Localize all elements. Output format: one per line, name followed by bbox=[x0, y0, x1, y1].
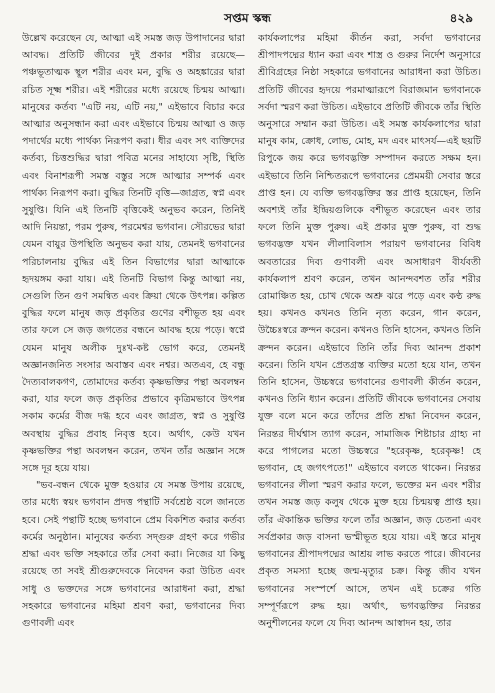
paragraph: কার্যকলাপের মহিমা কীর্তন করা, সর্বদা ভগবানের শ্রীপাদপদ্মের ধ্যান করা এবং শাস্ত্র ও গুরুর নির্দেশ অনুসারে শ্রীবিগ্রহের নিষ্ঠা সহকারে ভগবানের আরাধনা করা উচিত। প্রতিটি জীবের হৃদয়ে পরমাত্মারূপে বিরাজমান ভগবানকে সর্বদা স্মরণ করা উচিত। এইভাবে প্রতিটি জীবকে তাঁর স্থিতি অনুসারে সম্মান করা উচিত। এই সমস্ত কার্যকলাপের দ্বারা মানুষ কাম, ক্রোধ, লোভ, মোহ, মদ এবং মাৎসর্য—এই ছয়টি রিপুকে জয় করে ভগবদ্ভক্তি সম্পাদন করতে সক্ষম হন। এইভাবে তিনি নিশ্চিতরূপে ভগবানের প্রেমময়ী সেবার স্তরে প্রাপ্ত হন। যে ব্যক্তি ভগবদ্ভক্তির স্তর প্রাপ্ত হয়েছেন, তিনি অবশ্যই তাঁর ইন্দ্রিয়গুলিকে বশীভূত করেছেন এবং তার ফলে তিনি মুক্ত পুরুষ। এই প্রকার মুক্ত পুরুষ, বা শুদ্ধ ভগবদ্ভক্ত যখন লীলাবিলাস পরায়ণ ভগবানের বিবিধ অবতারের দিব্য গুণাবলী এবং অসাধারণ বীর্যবতী কার্যকলাপ শ্রবণ করেন, তখন আনন্দবশত তাঁর শরীর রোমাঞ্চিত হয়, চোখ থেকে অশ্রু ঝরে পড়ে এবং কণ্ঠ রুদ্ধ হয়। কখনও কখনও তিনি নৃত্য করেন, গান করেন, উচ্চৈঃস্বরে ক্রন্দন করেন। কখনও তিনি হাসেন, কখনও তিনি ক্রন্দন করেন। এইভাবে তিনি তাঁর দিব্য আনন্দ প্রকাশ করেন। তিনি যখন প্রেতগ্রস্ত ব্যক্তির মতো হয়ে যান, তখন তিনি হাসেন, উচ্চস্বরে ভগবানের গুণাবলী কীর্তন করেন, কখনও তিনি ধ্যান করেন। প্রতিটি জীবকে ভগবানের সেবায় যুক্ত বলে মনে করে তাঁদের প্রতি শ্রদ্ধা নিবেদন করেন, নিরন্তর দীর্ঘশ্বাস ত্যাগ করেন, সামাজিক শিষ্টাচার গ্রাহ্য না করে পাগলের মতো উচ্চস্বরে "হরেকৃষ্ণ, হরেকৃষ্ণ! হে ভগবান, হে জগৎপতে!" এইভাবে বলতে থাকেন। নিরন্তর ভগবানের লীলা স্মরণ করার ফলে, ভক্তের মন এবং শরীর তখন সমস্ত জড় কলুষ থেকে মুক্ত হয়ে চিন্ময়ত্ব প্রাপ্ত হয়। তাঁর ঐকান্তিক ভক্তির ফলে তাঁর অজ্ঞান, জড় চেতনা এবং সর্বপ্রকার জড় বাসনা ভস্মীভূত হয়ে যায়। এই স্তরে মানুষ ভগবানের শ্রীপাদপদ্মের আশ্রয় লাভ করতে পারে। জীবনের প্রকৃত সমস্যা হচ্ছে জন্ম-মৃত্যুর চক্র। কিন্তু জীব যখন ভগবানের সংস্পর্শে আসে, তখন এই চক্রের গতি সম্পূর্ণরূপে রুদ্ধ হয়। অর্থাৎ, ভগবদ্ভক্তির নিরন্তর অনুশীলনের ফলে যে দিব্য আনন্দ আস্বাদন হয়, তার bbox=[258, 33, 481, 629]
text-columns bbox=[22, 30, 481, 683]
right-column bbox=[258, 30, 481, 683]
paragraph: "ভব-বন্ধন থেকে মুক্ত হওয়ার যে সমস্ত উপায় রয়েছে, তার মধ্যে স্বয়ং ভগবান প্রদত্ত পন্থাটি সর্বশ্রেষ্ঠ বলে জানতে হবে। সেই পন্থাটি হচ্ছে ভগবানে প্রেম বিকশিত করার কর্তব্য কর্মের অনুষ্ঠান। মানুষের কর্তব্য সদ্গুরু গ্রহণ করে গভীর শ্রদ্ধা এবং ভক্তি সহকারে তাঁর সেবা করা। নিজের যা কিছু রয়েছে তা সবই শ্রীগুরুদেবকে নিবেদন করা উচিত এবং সাধু ও ভক্তদের সঙ্গে ভগবানের আরাধনা করা, শ্রদ্ধা সহকারে ভগবানের মহিমা শ্রবণ করা, ভগবানের দিব্য গুণাবলী এবং bbox=[22, 480, 245, 629]
page-header bbox=[0, 8, 495, 30]
running-head: সপ্তম স্কন্ধ bbox=[224, 11, 271, 25]
page-number: ৪২৯ bbox=[449, 11, 473, 25]
left-column bbox=[22, 30, 245, 683]
paragraph: উল্লেখ করেছেন যে, আত্মা এই সমস্ত জড় উপাদানের দ্বারা আবদ্ধ। প্রতিটি জীবের দুই প্রকার শরীর রয়েছে—পঞ্চভূতাত্মক স্থূল শরীর এবং মন, বুদ্ধি ও অহঙ্কারের দ্বারা রচিত সূক্ষ্ম শরীর। এই শরীরের মধ্যে রয়েছে চিন্ময় আত্মা। মানুষের কর্তব্য "এটি নয়, এটি নয়," এইভাবে বিচার করে আত্মার অনুসন্ধান করা এবং এইভাবে চিন্ময় আত্মা ও জড় পদার্থের মধ্যে পার্থক্য নিরূপণ করা। ধীর এবং সৎ ব্যক্তিদের কর্তব্য, চিত্তশুদ্ধির দ্বারা পবিত্র মনের সাহায্যে সৃষ্টি, স্থিতি এবং বিনাশরূপী সমস্ত বস্তুর সঙ্গে আত্মার সম্পর্ক এবং পার্থক্য নিরূপণ করা। বুদ্ধির তিনটি বৃত্তি—জাগ্রত, স্বপ্ন এবং সুষুপ্তি। যিনি এই তিনটি বৃত্তিকেই অনুভব করেন, তিনিই আদি নিয়ন্তা, পরম পুরুষ, পরমেশ্বর ভগবান। সৌরভের দ্বারা যেমন বায়ুর উপস্থিতি অনুভব করা যায়, তেমনই ভগবানের পরিচালনায় বুদ্ধির এই তিন বিভাগের দ্বারা আত্মাকে হৃদয়ঙ্গম করা যায়। এই তিনটি বিভাগ কিন্তু আত্মা নয়, সেগুলি তিন গুণ সমন্বিত এবং ক্রিয়া থেকে উৎপন্ন। কল্পিত বুদ্ধির ফলে মানুষ জড় প্রকৃতির গুণের বশীভূত হয় এবং তার ফলে সে জড় জগতের বন্ধনে আবদ্ধ হয়ে পড়ে। স্বপ্নে যেমন মানুষ অলীক দুঃখ-কষ্ট ভোগ করে, তেমনই অজ্ঞানজনিত সংসার অবাস্তব এবং নশ্বর। অতএব, হে বন্ধু দৈত্যবালকগণ, তোমাদের কর্তব্য কৃষ্ণভক্তির পন্থা অবলম্বন করা, যার ফলে জড় প্রকৃতির প্রভাবে কৃত্রিমভাবে উৎপন্ন সকাম কর্মের বীজ দগ্ধ হবে এবং জাগ্রত, স্বপ্ন ও সুষুপ্তি অবস্থায় বুদ্ধির প্রবাহ নিবৃত্ত হবে। অর্থাৎ, কেউ যখন কৃষ্ণভক্তির পন্থা অবলম্বন করেন, তখন তাঁর অজ্ঞান সঙ্গে সঙ্গে দূর হয়ে যায়। bbox=[22, 33, 245, 475]
